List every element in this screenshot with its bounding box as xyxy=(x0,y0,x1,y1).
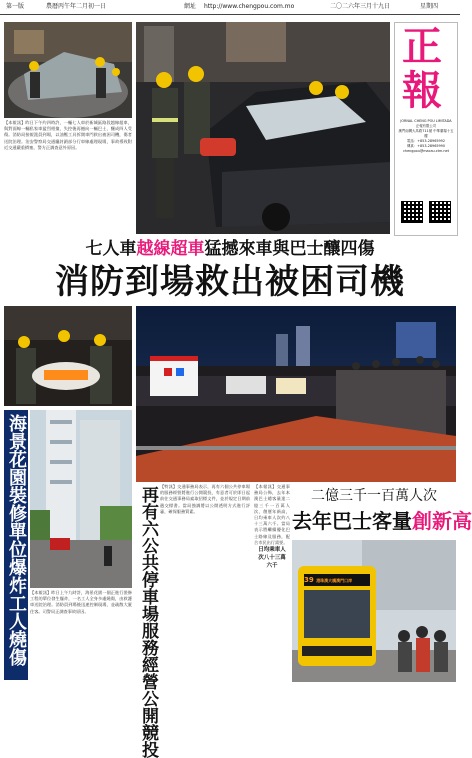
kicker-highlight: 越線超車 xyxy=(136,239,205,259)
story-bus-title xyxy=(292,508,472,534)
bus-column-head xyxy=(254,546,290,570)
lunar-date: 農曆丙午年二月初一日 xyxy=(46,3,107,10)
masthead xyxy=(394,22,458,236)
bus-title-pre: 去年巴士客量 xyxy=(292,509,412,533)
headline-kicker xyxy=(4,238,456,260)
photo-bus xyxy=(292,540,456,682)
story-middle-title: 再有六公共停車場服務經營公開競投 xyxy=(138,486,158,758)
qr-code-icon[interactable] xyxy=(429,201,451,223)
photo-rescue-main xyxy=(136,22,390,234)
qr-code-icon[interactable] xyxy=(401,201,423,223)
bus-column-head-1: 日均乘車人 xyxy=(258,547,286,553)
story-left-body: 【本報訊】昨日上午九時許，海景花園一個正進行裝修工程的單位發生爆炸，一名工人全身多處燒傷，由救護車送院治理。消防員到場後迅速控制現場，並疏散大廈住客。司警局正調查事故原因。 xyxy=(30,590,132,614)
site-url[interactable]: http://www.chengpou.com.mo xyxy=(204,3,295,10)
bus-column-head-2: 次八十三萬 xyxy=(258,555,286,561)
photo-top-left xyxy=(4,22,132,118)
issue-date: 二〇二六年三月十九日 xyxy=(330,3,391,10)
photo-night-scene xyxy=(136,306,456,482)
bus-title-highlight: 創新高 xyxy=(412,509,472,533)
masthead-org-en: JORNAL CHENG POU LIMITADA xyxy=(400,119,452,123)
story-left-headline-box xyxy=(4,410,28,680)
masthead-email[interactable]: chengpou@macau.ctm.net xyxy=(403,149,449,153)
masthead-title: 正報 xyxy=(402,23,442,114)
masthead-telephone: 電話：+853-28965992 xyxy=(407,139,445,143)
bus-destination-sign xyxy=(304,574,370,586)
section-label: 第一版 xyxy=(6,3,25,10)
masthead-fax: 傳真：+853-28965990 xyxy=(407,144,445,148)
headline-main: 消防到場救出被困司機 xyxy=(55,262,405,302)
kicker-pre: 七人車 xyxy=(85,239,137,259)
bus-route-number: 39 xyxy=(304,576,314,584)
story-bus-subtitle: 二億三千一百萬人次 xyxy=(311,488,437,504)
story-top-body: 【本報訊】昨日下午約四時許，一輛七人車於新城區路段越線超車，與對面線一輛私家車猛烈相撞，失控後再撼向一輛巴士，釀成四人受傷。消防局接報派員到場，以油壓工具拆開車門救出被困司機，傷者送院治理。治安警察局交通廳封鎖部分行車線處理現場，事故導致附近交通嚴重擠塞，警方正調查意外原因。 xyxy=(4,120,132,150)
weekday: 星期四 xyxy=(420,3,439,10)
story-left-title: 海景花園裝修單位爆炸工人燒傷 xyxy=(6,414,27,666)
bus-column-head-3: 六千 xyxy=(266,563,278,569)
site-label: 網址 xyxy=(184,3,197,10)
story-middle-body: 【特訊】交通事務局表示，再有六個公共停車場的服務經營將進行公開競投，有意者可於即日起前往交通事務局索取招標文件，並於規定日期前遞交標書。當局強調將以公開透明方式進行評審，確保服務質素。 xyxy=(160,484,250,514)
masthead-org-zh: 正報有限公司 xyxy=(415,124,437,128)
photo-stretcher xyxy=(4,306,132,406)
masthead-address: 澳門南灣大馬路711號 中華廣場十五樓 xyxy=(398,129,454,138)
kicker-post: 猛撼來車與巴士釀四傷 xyxy=(204,239,375,259)
photo-street xyxy=(30,410,132,588)
story-bus-body: 【本報訊】交通事務局公佈，去年本澳巴士總客量達二億三千一百萬人次，創歷年新高，日均乘車人次約八十三萬六千。當局表示將繼續優化巴士路線及服務，配合市民出行需要。 xyxy=(254,484,290,545)
page-header xyxy=(0,0,460,15)
bus-destination-text: 港珠澳大橋澳門口岸 xyxy=(316,578,353,583)
